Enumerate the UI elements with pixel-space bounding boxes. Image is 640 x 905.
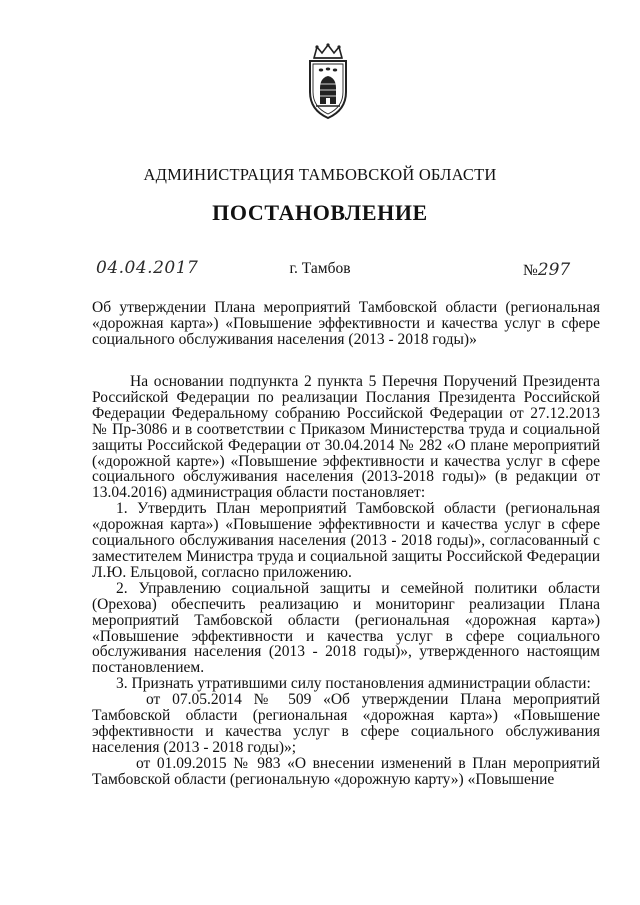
item-1-paragraph: 1. Утвердить План мероприятий Тамбовской области (региональная «дорожная карта») «Повышение эффективности и качества услуг в сфере социального обслуживания населения (2013 - 2018 годы)», согласованный с заместителем Министра труда и социальной защиты Российской Федерации Л.Ю. Ельцовой, согласно приложению. bbox=[92, 500, 600, 581]
coat-of-arms-icon bbox=[300, 42, 356, 122]
item-2-paragraph: 2. Управлению социальной защиты и семейной политики области (Орехова) обеспечить реализацию и мониторинг реализации Плана мероприятий Тамбовской области (региональная «дорожная карта») «Повышение эффективности и качества услуг в сфере социального обслуживания населения (2013 - 2018 годы)», утвержденного настоящим постановлением. bbox=[92, 579, 600, 677]
document-title: Об утверждении Плана мероприятий Тамбовской области (региональная «дорожная карта») «Повышение эффективности и качества услуг в сфере социального обслуживания населения (2013 - 2018 годы)» bbox=[92, 299, 600, 348]
preamble-paragraph: На основании подпункта 2 пункта 5 Перечня Поручений Президента Российской Федерации по реализации Послания Президента Российской Федерации Федеральному собранию Российской Федерации от 27.12.2013 № Пр-3086 и в соответствии с Приказом Министерства труда и социальной защиты Российской Федерации от 30.04.2014 № 282 «О плане мероприятий («дорожной карте») «Повышение эффективности и качества услуг в сфере социального обслуживания населения (2013-2018 годы)» (в редакции от 13.04.2016) администрация области постановляет: bbox=[92, 373, 600, 502]
item-3-paragraph: 3. Признать утратившими силу постановления администрации области: bbox=[116, 675, 591, 693]
organization-name: АДМИНИСТРАЦИЯ ТАМБОВСКОЙ ОБЛАСТИ bbox=[143, 165, 497, 184]
document-body bbox=[92, 374, 600, 788]
number-value: 297 bbox=[537, 260, 571, 280]
document-number bbox=[523, 260, 570, 280]
document-date: 04.04.2017 bbox=[96, 258, 199, 278]
document-type: ПОСТАНОВЛЕНИЕ bbox=[212, 200, 428, 225]
document-meta bbox=[0, 258, 640, 284]
item-3a-paragraph: от 07.05.2014 № 509 «Об утверждении Плана мероприятий Тамбовской области (региональная «дорожная карта») «Повышение эффективности и качества услуг в сфере социального обслуживания населения (2013 - 2018 годы)»; bbox=[92, 691, 600, 756]
document-city: г. Тамбов bbox=[289, 260, 351, 277]
number-sign: № bbox=[523, 262, 538, 279]
item-3b-paragraph: от 01.09.2015 № 983 «О внесении изменений в План мероприятий Тамбовской области (региональную «дорожную карту») «Повышение bbox=[92, 754, 600, 788]
